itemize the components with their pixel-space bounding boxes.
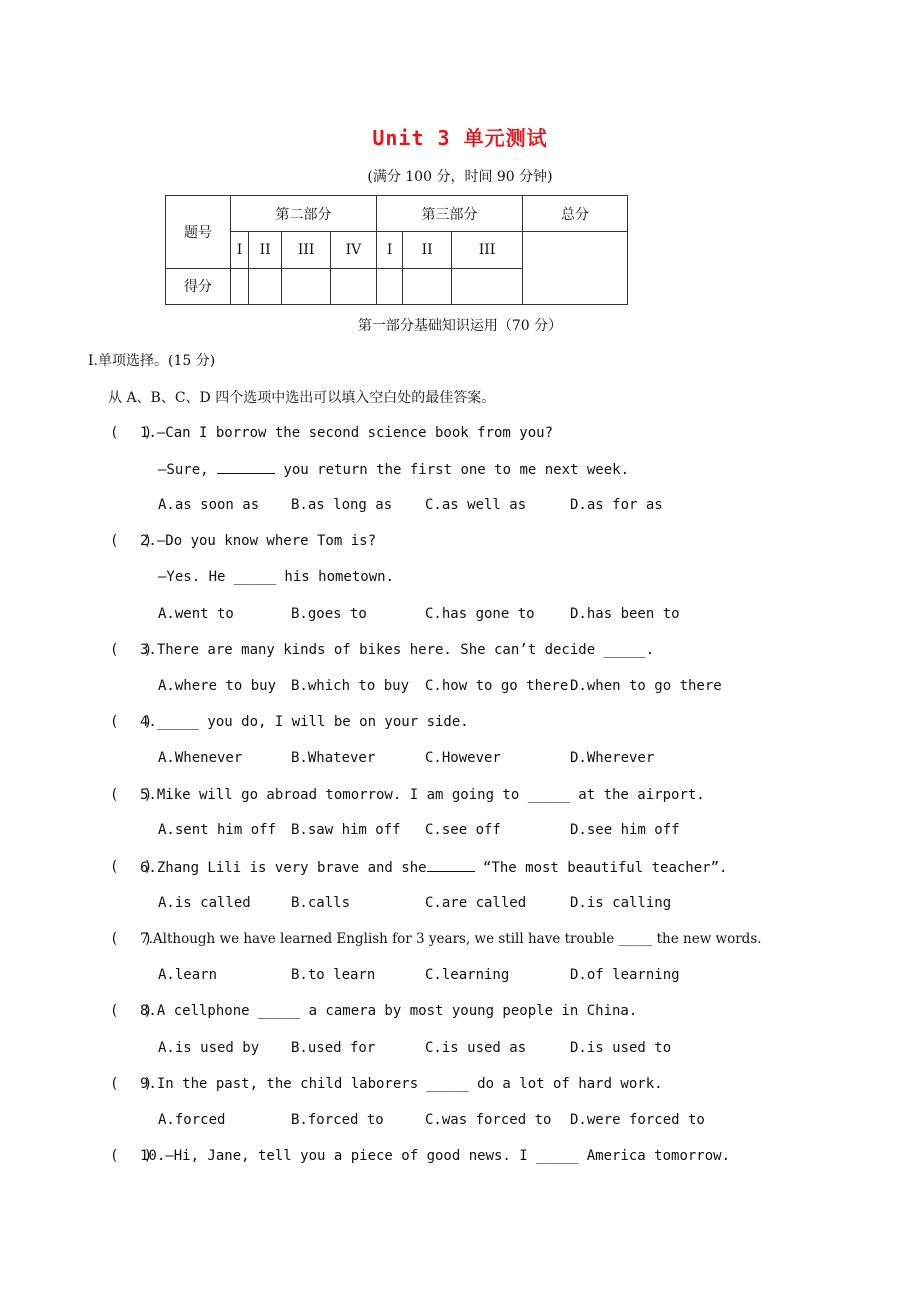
option-c: C.are called xyxy=(425,895,527,911)
option-a: A.as soon as xyxy=(158,497,260,513)
answer-blank xyxy=(217,461,275,474)
option-b: B.used for xyxy=(291,1040,376,1056)
question-9-text: 9.In the past, the child laborers _____ do a lot of hard work. xyxy=(140,1076,663,1092)
option-c: C.see off xyxy=(425,822,501,838)
question-3-text: 3.There are many kinds of bikes here. She can’t decide _____. xyxy=(140,642,655,658)
answer-paren[interactable]: ( ) xyxy=(110,425,153,441)
option-d: D.when to go there xyxy=(570,678,722,694)
score-time-note: (满分 100 分，时间 90 分钟) xyxy=(367,169,553,185)
instructions: 从 A、B、C、D 四个选项中选出可以填入空白处的最佳答案。 xyxy=(108,390,496,406)
question-2-text: 2.—Do you know where Tom is? xyxy=(140,533,377,549)
score-cell[interactable] xyxy=(451,268,522,304)
option-c: C.learning xyxy=(425,967,510,983)
answer-blank xyxy=(427,859,475,872)
option-d: D.is used to xyxy=(570,1040,672,1056)
section-title: Ⅰ.单项选择。(15 分) xyxy=(88,353,216,369)
option-b: B.to learn xyxy=(291,967,376,983)
option-b: B.goes to xyxy=(291,606,367,622)
option-d: D.Wherever xyxy=(570,750,655,766)
score-cell[interactable] xyxy=(376,268,402,304)
part2-col: IV xyxy=(330,232,376,268)
part1-heading: 第一部分基础知识运用（70 分） xyxy=(357,318,563,334)
option-d: D.of learning xyxy=(570,967,680,983)
score-cell[interactable] xyxy=(249,268,282,304)
score-cell[interactable] xyxy=(403,268,452,304)
question-1-reply: —Sure, you return the first one to me next week. xyxy=(158,462,630,478)
option-c: C.was forced to xyxy=(425,1112,552,1128)
option-d: D.see him off xyxy=(570,822,680,838)
answer-paren[interactable]: ( ) xyxy=(110,931,153,947)
part3-col: III xyxy=(451,232,522,268)
option-b: B.as long as xyxy=(291,497,393,513)
question-2-reply: —Yes. He _____ his hometown. xyxy=(158,569,395,585)
option-d: D.is calling xyxy=(570,895,672,911)
option-a: A.Whenever xyxy=(158,750,243,766)
option-c: C.has gone to xyxy=(425,606,535,622)
answer-paren[interactable]: ( ) xyxy=(110,642,153,658)
option-b: B.calls xyxy=(291,895,351,911)
option-a: A.is used by xyxy=(158,1040,260,1056)
score-cell[interactable] xyxy=(282,268,331,304)
answer-paren[interactable]: ( ) xyxy=(110,859,153,875)
answer-paren[interactable]: ( ) xyxy=(110,714,153,730)
page-title: Unit 3 单元测试 xyxy=(372,126,548,150)
question-4-text: 4._____ you do, I will be on your side. xyxy=(140,714,469,730)
question-5-text: 5.Mike will go abroad tomorrow. I am going to _____ at the airport. xyxy=(140,787,705,803)
part2-col: II xyxy=(249,232,282,268)
question-7-text: 7.Although we have learned English for 3 years, we still have trouble _____ the new words. xyxy=(140,931,762,947)
answer-paren[interactable]: ( ) xyxy=(110,1076,153,1092)
part2-header: 第二部分 xyxy=(231,196,377,232)
option-b: B.forced to xyxy=(291,1112,384,1128)
part2-col: III xyxy=(282,232,331,268)
option-c: C.However xyxy=(425,750,501,766)
option-b: B.which to buy xyxy=(291,678,410,694)
option-a: A.learn xyxy=(158,967,218,983)
answer-paren[interactable]: ( ) xyxy=(110,787,153,803)
answer-paren[interactable]: ( ) xyxy=(110,533,153,549)
question-number-label: 题号 xyxy=(166,196,231,269)
question-10-text: 10.—Hi, Jane, tell you a piece of good news. I _____ America tomorrow. xyxy=(140,1148,731,1164)
option-b: B.saw him off xyxy=(291,822,401,838)
question-8-text: 8.A cellphone _____ a camera by most young people in China. xyxy=(140,1003,638,1019)
option-c: C.how to go there xyxy=(425,678,569,694)
option-c: C.as well as xyxy=(425,497,527,513)
option-a: A.is called xyxy=(158,895,251,911)
score-row-label: 得分 xyxy=(166,268,231,304)
score-cell[interactable] xyxy=(231,268,249,304)
score-table xyxy=(165,195,628,305)
option-a: A.where to buy xyxy=(158,678,277,694)
option-a: A.forced xyxy=(158,1112,226,1128)
option-d: D.as for as xyxy=(570,497,663,513)
answer-paren[interactable]: ( ) xyxy=(110,1003,153,1019)
part3-col: I xyxy=(376,232,402,268)
answer-paren[interactable]: ( ) xyxy=(110,1148,153,1164)
score-cell[interactable] xyxy=(330,268,376,304)
option-b: B.Whatever xyxy=(291,750,376,766)
question-6-text: 6.Zhang Lili is very brave and she “The most beautiful teacher”. xyxy=(140,860,728,876)
option-d: D.were forced to xyxy=(570,1112,705,1128)
question-1-text: 1.—Can I borrow the second science book from you? xyxy=(140,425,554,441)
part2-col: I xyxy=(231,232,249,268)
option-c: C.is used as xyxy=(425,1040,527,1056)
total-score-cell[interactable] xyxy=(523,232,628,305)
total-header: 总分 xyxy=(523,196,628,232)
part3-header: 第三部分 xyxy=(376,196,522,232)
option-a: A.sent him off xyxy=(158,822,277,838)
option-a: A.went to xyxy=(158,606,234,622)
part3-col: II xyxy=(403,232,452,268)
option-d: D.has been to xyxy=(570,606,680,622)
